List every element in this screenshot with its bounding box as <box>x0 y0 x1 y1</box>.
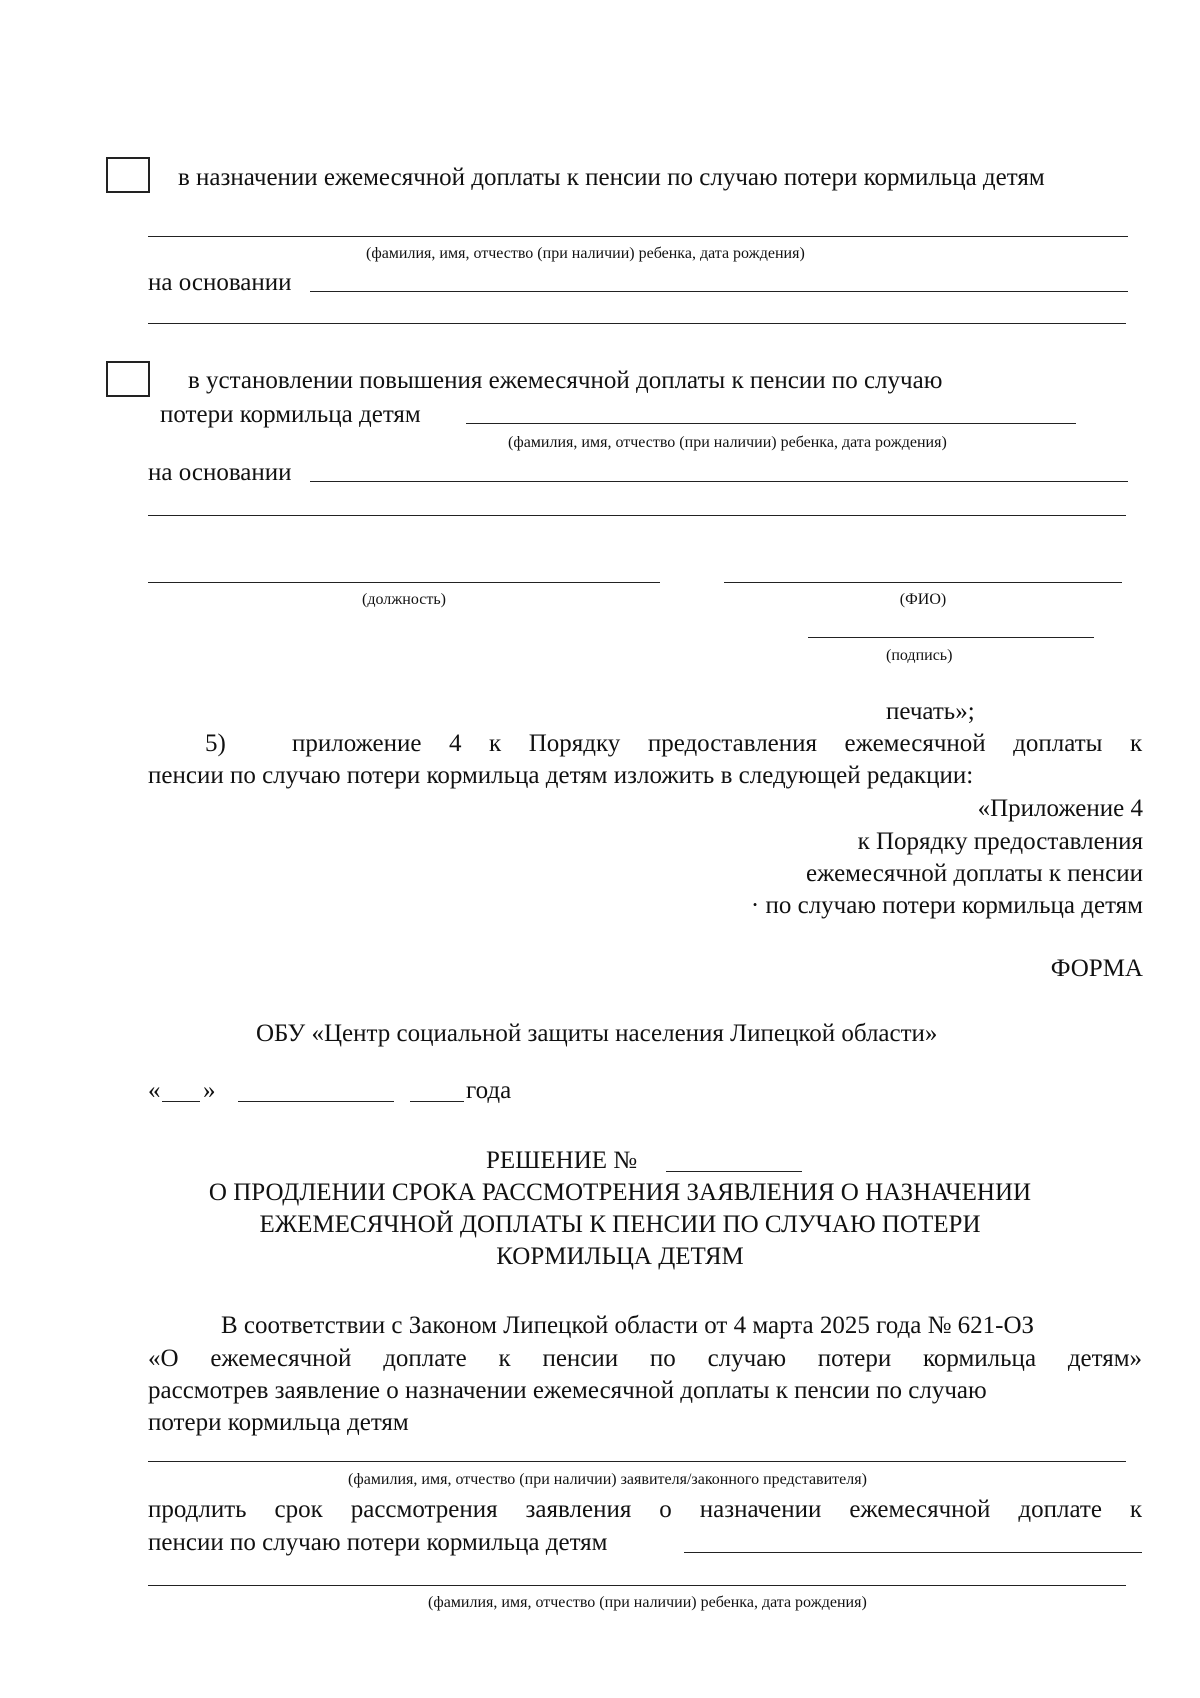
caption-child-1: (фамилия, имя, отчество (при наличии) ребенка, дата рождения) <box>366 245 805 262</box>
body-word: случаю <box>707 1345 786 1372</box>
item5-number: 5) <box>205 730 226 757</box>
body-word: кормильца <box>922 1345 1037 1372</box>
extend-word: заявления <box>525 1496 632 1523</box>
position-line[interactable] <box>148 582 660 583</box>
block2-heading-line2: потери кормильца детям <box>160 401 421 428</box>
appendix-line4: · по случаю потери кормильца детям <box>750 892 1143 919</box>
item5-word: к <box>489 730 502 757</box>
basis-line-1a[interactable] <box>310 291 1128 292</box>
checkbox-assign[interactable] <box>106 157 150 193</box>
signature-caption: (подпись) <box>886 647 953 664</box>
body-word: доплате <box>383 1345 467 1372</box>
item5-word: предоставления <box>647 730 818 757</box>
basis-label-1: на основании <box>148 269 292 296</box>
extend-word: о <box>659 1496 672 1523</box>
body-word: ежемесячной <box>210 1345 352 1372</box>
organization-name: ОБУ «Центр социальной защиты населения Липецкой области» <box>256 1020 938 1047</box>
appendix-line3: ежемесячной доплаты к пенсии <box>806 860 1143 887</box>
body-word: детям» <box>1067 1345 1143 1372</box>
extend-line1 <box>148 1497 1142 1522</box>
basis-line-2b[interactable] <box>148 515 1126 516</box>
name-line[interactable] <box>724 582 1122 583</box>
extend-word: доплате <box>1018 1496 1102 1523</box>
item5-word: ежемесячной <box>844 730 986 757</box>
body-para-line4: потери кормильца детям <box>148 1409 409 1436</box>
body-word: потери <box>817 1345 892 1372</box>
date-close-quote: » <box>203 1077 216 1104</box>
body-para-line2 <box>148 1346 1142 1371</box>
extend-line2: пенсии по случаю потери кормильца детям <box>148 1529 608 1556</box>
extend-word: продлить <box>148 1496 247 1523</box>
decision-number-blank[interactable] <box>666 1171 802 1172</box>
body-word: по <box>649 1345 676 1372</box>
child-name-line-2[interactable] <box>466 423 1076 424</box>
extend-word: рассмотрения <box>350 1496 498 1523</box>
extend-word: к <box>1129 1496 1143 1523</box>
item5-word: Порядку <box>528 730 621 757</box>
stamp-text: печать»; <box>886 698 975 725</box>
child-name-line-3a[interactable] <box>684 1552 1142 1553</box>
appendix-line1: «Приложение 4 <box>977 795 1143 822</box>
child-name-line-3b[interactable] <box>148 1585 1126 1586</box>
decision-title-line1: О ПРОДЛЕНИИ СРОКА РАССМОТРЕНИЯ ЗАЯВЛЕНИЯ О НАЗНАЧЕНИИ <box>208 1179 1032 1206</box>
decision-title-line2: ЕЖЕМЕСЯЧНОЙ ДОПЛАТЫ К ПЕНСИИ ПО СЛУЧАЮ ПОТЕРИ <box>259 1211 981 1238</box>
name-caption: (ФИО) <box>899 591 947 608</box>
caption-applicant: (фамилия, имя, отчество (при наличии) заявителя/законного представителя) <box>348 1471 867 1488</box>
form-label: ФОРМА <box>1050 955 1143 982</box>
appendix-line2: к Порядку предоставления <box>857 828 1143 855</box>
block2-heading-line1: в установлении повышения ежемесячной доплаты к пенсии по случаю <box>188 367 943 394</box>
extend-word: ежемесячной <box>849 1496 991 1523</box>
date-month-blank[interactable] <box>238 1101 394 1102</box>
basis-line-1b[interactable] <box>148 323 1126 324</box>
extend-word: назначении <box>699 1496 822 1523</box>
signature-line[interactable] <box>808 637 1094 638</box>
child-name-line-1[interactable] <box>148 236 1128 237</box>
position-caption: (должность) <box>362 591 446 608</box>
date-open-quote: « <box>148 1077 161 1104</box>
item5-line2: пенсии по случаю потери кормильца детям изложить в следующей редакции: <box>148 762 974 789</box>
decision-title-line3: КОРМИЛЬЦА ДЕТЯМ <box>496 1243 744 1270</box>
checkbox-increase[interactable] <box>106 361 150 397</box>
body-word: пенсии <box>542 1345 619 1372</box>
body-para-line3: рассмотрев заявление о назначении ежемесячной доплаты к пенсии по случаю <box>148 1377 987 1404</box>
caption-child-3: (фамилия, имя, отчество (при наличии) ребенка, дата рождения) <box>428 1594 867 1611</box>
item5-word: приложение <box>292 730 422 757</box>
basis-label-2: на основании <box>148 459 292 486</box>
body-word: «О <box>148 1345 179 1372</box>
basis-line-2a[interactable] <box>310 481 1128 482</box>
date-year-label: года <box>466 1077 512 1104</box>
body-para-line1: В соответствии с Законом Липецкой области от 4 марта 2025 года № 621-ОЗ <box>221 1312 1035 1339</box>
caption-child-2: (фамилия, имя, отчество (при наличии) ребенка, дата рождения) <box>508 434 947 451</box>
item5-word: 4 <box>449 730 462 757</box>
item5-word: к <box>1129 730 1143 757</box>
item5-line1 <box>292 731 1142 756</box>
date-year-blank[interactable] <box>410 1101 464 1102</box>
extend-word: срок <box>274 1496 323 1523</box>
block1-heading: в назначении ежемесячной доплаты к пенсии по случаю потери кормильца детям <box>178 164 1045 191</box>
date-day-blank[interactable] <box>162 1101 200 1102</box>
applicant-name-line[interactable] <box>148 1461 1126 1462</box>
decision-number-label: РЕШЕНИЕ № <box>486 1147 638 1174</box>
item5-word: доплаты <box>1013 730 1103 757</box>
body-word: к <box>498 1345 511 1372</box>
